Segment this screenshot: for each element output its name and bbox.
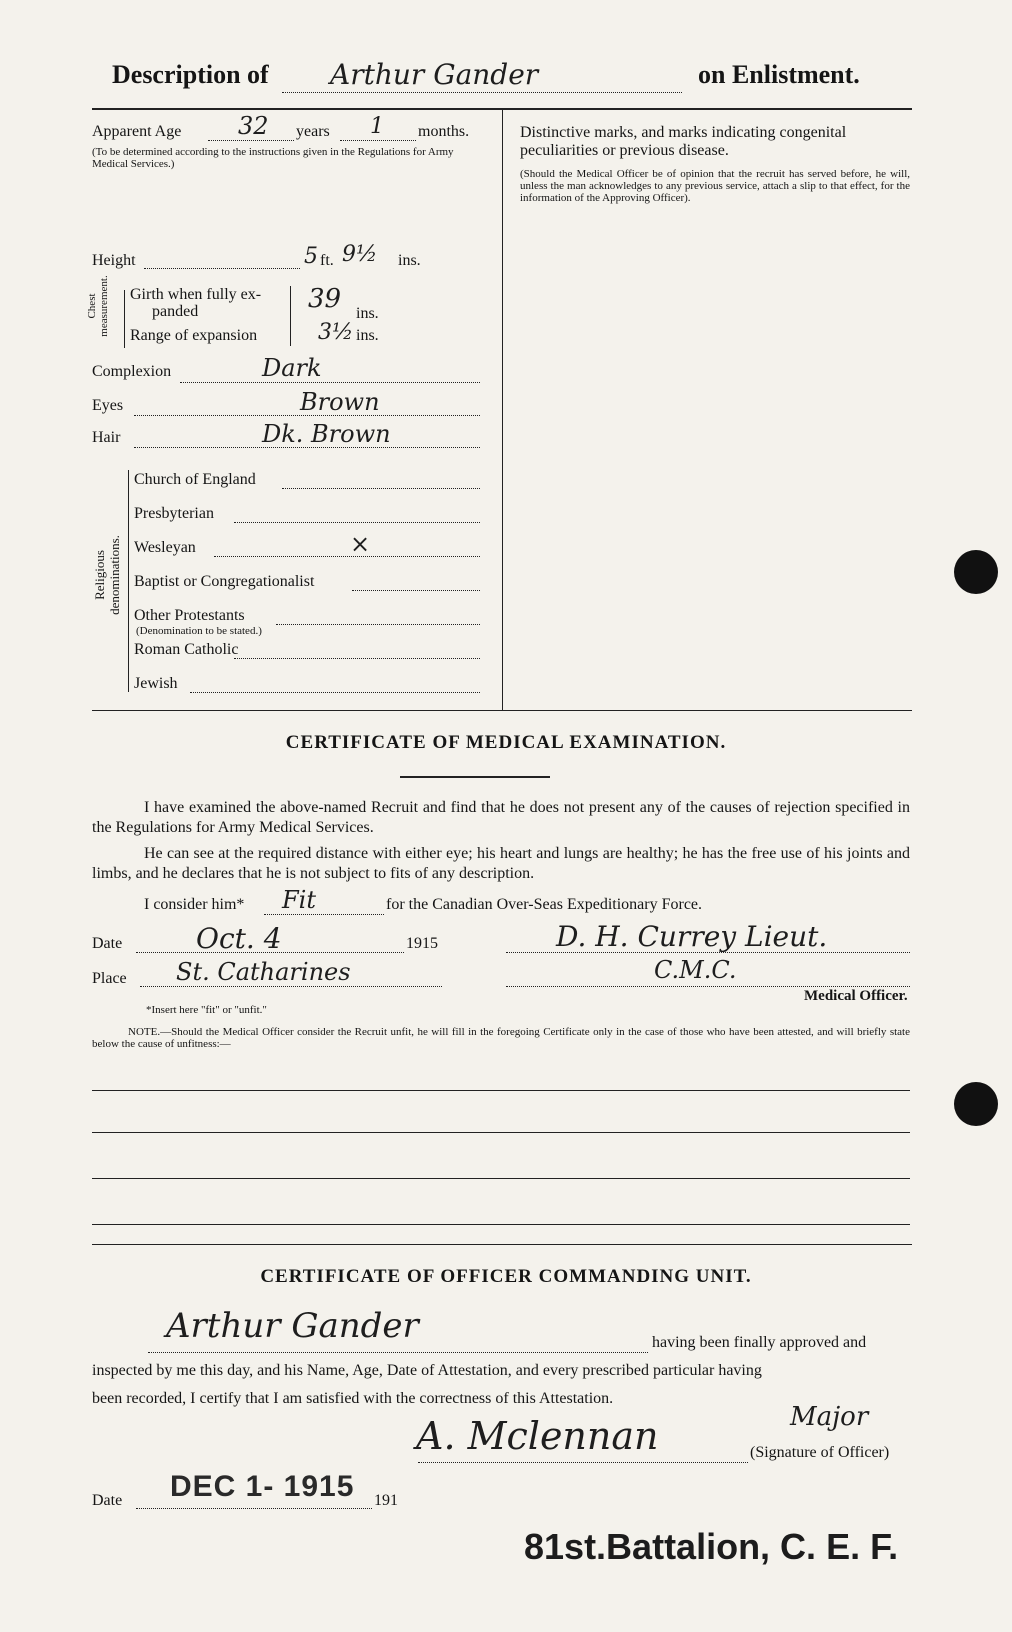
medical-date-label: Date [92,935,123,952]
commanding-year: 191 [374,1492,398,1509]
eyes-value: Brown [300,388,380,416]
religion-item-jewish: Jewish [134,675,178,692]
chest-label: Chest measurement. [86,275,110,337]
commanding-date-stamp: DEC 1- 1915 [170,1470,355,1503]
section-rule-2 [92,1244,912,1245]
range-label: Range of expansion [130,327,258,344]
commanding-recruit-name: Arthur Gander [166,1306,419,1346]
range-unit: ins. [356,327,379,344]
commanding-text-after-name: having been finally approved and [652,1334,867,1351]
hair-label: Hair [92,429,121,446]
months-label: months. [418,123,470,140]
girth-unit: ins. [356,305,379,322]
age-months-value: 1 [370,114,384,139]
unfitness-line-2 [92,1132,910,1133]
religion-label: Religious denominations. [92,535,122,615]
height-label: Height [92,252,136,269]
header-prefix: Description of [112,60,269,89]
battalion-stamp: 81st.Battalion, C. E. F. [524,1526,899,1567]
insert-note: *Insert here "fit" or "unfit." [146,1004,267,1016]
medical-officer-label: Medical Officer. [804,988,908,1004]
height-feet-value: 5 [304,244,318,269]
inches-label: ins. [398,252,421,269]
complexion-value: Dark [262,354,322,382]
header-suffix: on Enlistment. [698,60,860,89]
religion-item-other-protestants: Other Protestants [134,607,245,624]
commanding-title: CERTIFICATE OF OFFICER COMMANDING UNIT. [260,1266,752,1287]
medical-paragraph-2: He can see at the required distance with either eye; his heart and lungs are healthy; he has the free use of his joints and limbs, and he declares that he is not subject to fits of any description. [92,845,910,882]
height-inches-value: 9½ [342,242,378,267]
years-label: years [296,123,330,140]
feet-label: ft. [320,252,334,269]
distinctive-marks-note: (Should the Medical Officer be of opinion that the recruit has served before, he will, unless the man acknowledges to any previous service, attach a slip to that effect, for the information of the Approving Officer). [520,168,910,204]
religion-item-baptist: Baptist or Congregationalist [134,573,315,590]
apparent-age-label: Apparent Age [92,123,182,140]
age-years-value: 32 [238,112,269,140]
medical-paragraph-1: I have examined the above-named Recruit and find that he does not present any of the causes of rejection specified in the Regulations for Army Medical Services. [92,799,910,836]
eyes-label: Eyes [92,397,124,414]
signature-of-officer-label: (Signature of Officer) [750,1444,890,1461]
medical-year: 1915 [406,935,438,952]
commanding-line-3: been recorded, I certify that I am satisfied with the correctness of this Attestation. [92,1390,614,1407]
unfitness-line-3 [92,1178,910,1179]
medical-signature-unit: C.M.C. [654,956,737,984]
medical-title: CERTIFICATE OF MEDICAL EXAMINATION. [285,732,727,753]
medical-officer-signature: D. H. Currey Lieut. [556,920,828,953]
consider-him-suffix: for the Canadian Over-Seas Expeditionary Force. [386,896,703,913]
fitness-value: Fit [282,886,316,914]
unfit-note: NOTE.—Should the Medical Officer consider the Recruit unfit, he will fill in the foregoing Certificate only in the case of those who have been attested, and will briefly state below the cause of unfitness:— [92,1026,910,1050]
age-note: (To be determined according to the instructions given in the Regulations for Army Medical Services.) [92,146,454,170]
column-divider [502,110,503,710]
religion-item-church-of-england: Church of England [134,471,256,488]
religion-item-roman-catholic: Roman Catholic [134,641,239,658]
commanding-officer-rank: Major [790,1402,869,1432]
hair-value: Dk. Brown [262,420,391,448]
range-value: 3½ [318,320,354,345]
religion-item-wesleyan: Wesleyan [134,539,196,556]
medical-place-value: St. Catharines [176,958,351,986]
unfitness-line-1 [92,1090,910,1091]
girth-value: 39 [308,284,342,314]
commanding-date-label: Date [92,1492,123,1509]
punch-hole-top [954,550,998,594]
medical-place-label: Place [92,970,127,987]
medical-date-value: Oct. 4 [196,922,282,955]
punch-hole-bottom [954,1082,998,1126]
complexion-label: Complexion [92,363,172,380]
header [112,58,892,98]
commanding-line-2: inspected by me this day, and his Name, Age, Date of Attestation, and every prescribed particular having [92,1362,762,1379]
girth-label-line1: Girth when fully ex- [130,286,262,303]
denomination-note: (Denomination to be stated.) [136,625,262,637]
consider-him-label: I consider him* [144,896,245,913]
section-rule-1 [92,710,912,711]
recruit-name: Arthur Gander [330,58,539,91]
unfitness-line-4 [92,1224,910,1225]
religion-mark-wesleyan: × [350,530,371,558]
religion-item-presbyterian: Presbyterian [134,505,214,522]
girth-label-line2: panded [152,303,199,320]
distinctive-marks-text: Distinctive marks, and marks indicating congenital peculiarities or previous disease. [520,124,847,159]
commanding-officer-signature: A. Mclennan [416,1414,659,1458]
